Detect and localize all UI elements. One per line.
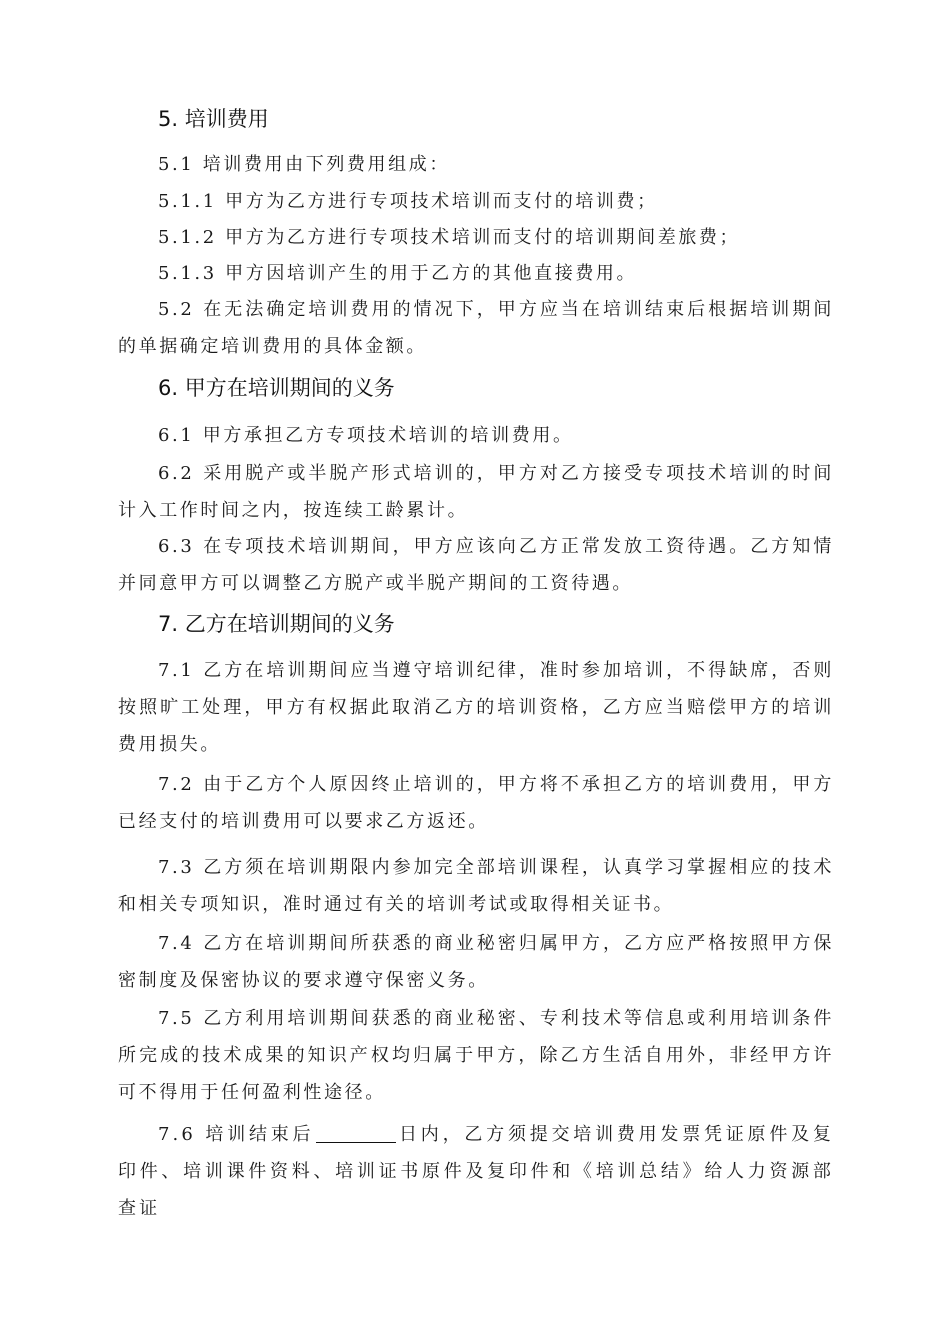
fill-in-blank-days[interactable] [316,1122,396,1143]
para-6-1: 6.1 甲方承担乙方专项技术培训的培训费用。 [158,425,574,446]
para-7-3: 7.3 乙方须在培训期限内参加完全部培训课程，认真学习掌握相应的技术和相关专项知识，准时通过有关的培训考试或取得相关证书。 [118,857,834,915]
para-7-2: 7.2 由于乙方个人原因终止培训的，甲方将不承担乙方的培训费用，甲方已经支付的培训费用可以要求乙方返还。 [118,774,834,832]
para-5-2: 5.2 在无法确定培训费用的情况下，甲方应当在培训结束后根据培训期间的单据确定培训费用的具体金额。 [118,299,834,357]
section-5-heading: 5. 培训费用 [158,107,269,131]
para-5-1-3: 5.1.3 甲方因培训产生的用于乙方的其他直接费用。 [158,263,638,284]
para-7-4: 7.4 乙方在培训期间所获悉的商业秘密归属甲方，乙方应严格按照甲方保密制度及保密协议的要求遵守保密义务。 [118,933,834,991]
para-7-6-rest: 日内，乙方须提交培训费用发票凭证原件及复印件、培训课件资料、培训证书原件及复印件和《培训总结》给人力资源部查证 [118,1124,834,1219]
section-6-heading: 6. 甲方在培训期间的义务 [158,376,395,400]
para-7-6-start: 7.6 培训结束后 [158,1124,315,1145]
para-7-1: 7.1 乙方在培训期间应当遵守培训纪律，准时参加培训，不得缺席，否则按照旷工处理，甲方有权据此取消乙方的培训资格，乙方应当赔偿甲方的培训费用损失。 [118,660,834,755]
para-6-3: 6.3 在专项技术培训期间，甲方应该向乙方正常发放工资待遇。乙方知情并同意甲方可以调整乙方脱产或半脱产期间的工资待遇。 [118,536,834,594]
para-5-1: 5.1 培训费用由下列费用组成： [158,154,450,175]
para-7-6 [118,1116,834,1227]
para-5-1-1: 5.1.1 甲方为乙方进行专项技术培训而支付的培训费； [158,191,658,212]
para-5-1-2: 5.1.2 甲方为乙方进行专项技术培训而支付的培训期间差旅费； [158,227,741,248]
section-7-heading: 7. 乙方在培训期间的义务 [158,612,395,636]
para-7-5: 7.5 乙方利用培训期间获悉的商业秘密、专利技术等信息或利用培训条件所完成的技术成果的知识产权均归属于甲方，除乙方生活自用外，非经甲方许可不得用于任何盈利性途径。 [118,1008,834,1103]
para-6-2: 6.2 采用脱产或半脱产形式培训的，甲方对乙方接受专项技术培训的时间计入工作时间之内，按连续工龄累计。 [118,463,834,521]
